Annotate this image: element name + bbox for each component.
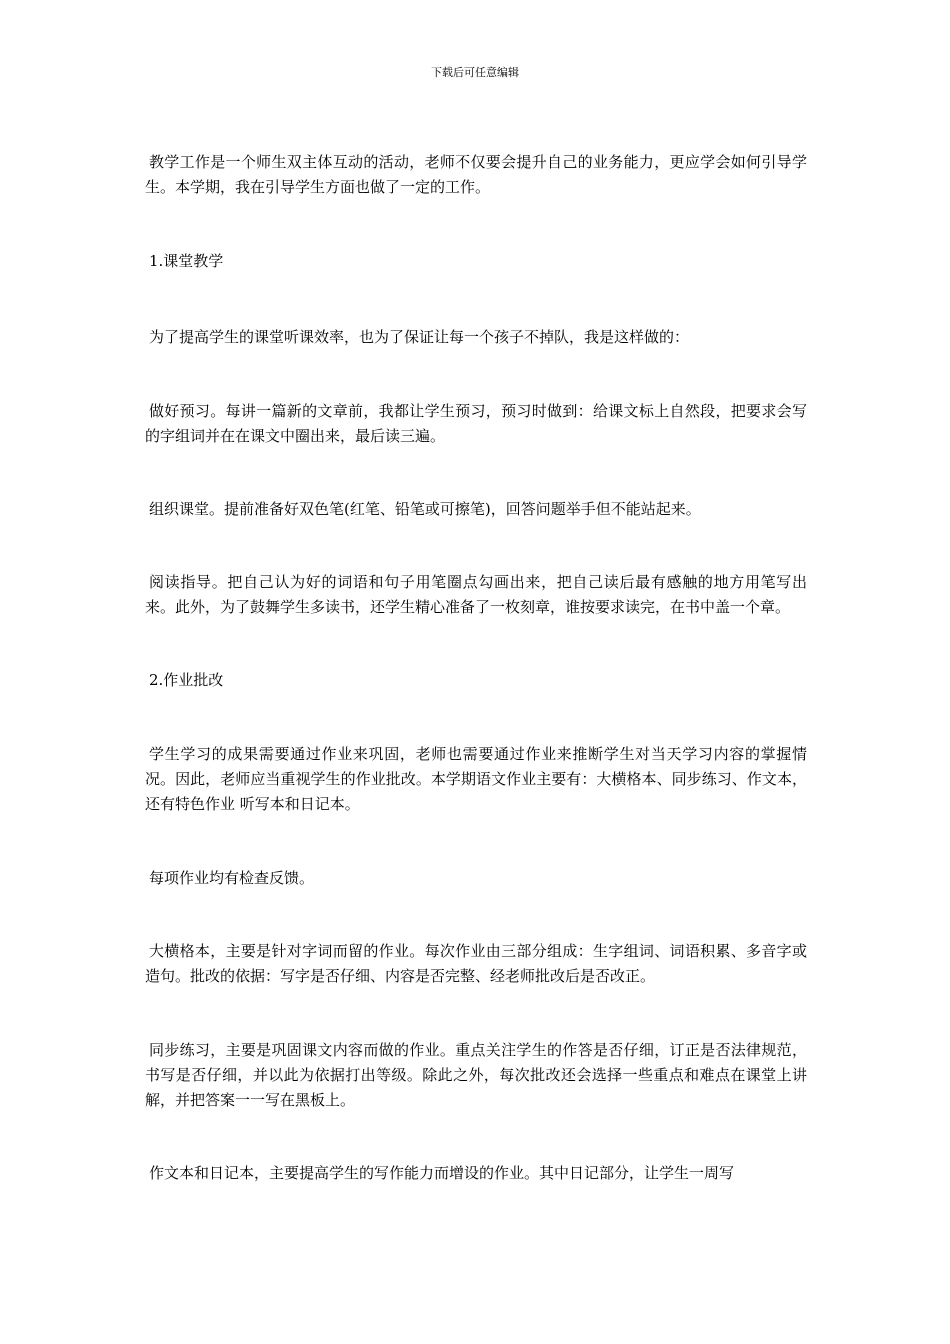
section-heading-classroom-teaching: 1.课堂教学 (149, 252, 224, 270)
paragraph-organize-class: 组织课堂。提前准备好双色笔(红笔、铅笔或可擦笔)，回答问题举手但不能站起来。 (149, 500, 701, 518)
paragraph-composition-diary: 作文本和日记本，主要提高学生的写作能力而增设的作业。其中日记部分，让学生一周写 (149, 1164, 735, 1182)
page-header: 下载后可任意编辑 (431, 66, 519, 79)
paragraph-reading-guidance: 阅读指导。把自己认为好的词语和句子用笔圈点勾画出来，把自己读后最有感触的地方用笔写出来。此外，为了鼓舞学生多读书，还学生精心准备了一枚刻章，谁按要求读完，在书中盖一个章。 (145, 573, 807, 616)
paragraph-sync-exercise: 同步练习，主要是巩固课文内容而做的作业。重点关注学生的作答是否仔细，订正是否法律规范，书写是否仔细，并以此为依据打出等级。除此之外，每次批改还会选择一些重点和难点在课堂上讲解，并把答案一一写在黑板上。 (145, 1041, 807, 1109)
paragraph-homework-intro: 学生学习的成果需要通过作业来巩固，老师也需要通过作业来推断学生对当天学习内容的掌握情况。因此，老师应当重视学生的作业批改。本学期语文作业主要有：大横格本、同步练习、作文本，还有特色作业 听写本和日记本。 (145, 745, 807, 813)
paragraph-preview: 做好预习。每讲一篇新的文章前，我都让学生预习，预习时做到：给课文标上自然段，把要求会写的字组词并在在课文中圈出来，最后读三遍。 (145, 402, 807, 445)
paragraph-grid-notebook: 大横格本，主要是针对字词而留的作业。每次作业由三部分组成：生字组词、词语积累、多音字或造句。批改的依据：写字是否仔细、内容是否完整、经老师批改后是否改正。 (145, 942, 807, 985)
document-body (145, 150, 807, 1186)
section-heading-homework-correction: 2.作业批改 (149, 671, 224, 689)
paragraph-feedback: 每项作业均有检查反馈。 (149, 869, 315, 887)
paragraph-classroom-goal: 为了提高学生的课堂听课效率，也为了保证让每一个孩子不掉队，我是这样做的： (149, 328, 690, 346)
paragraph-intro: 教学工作是一个师生双主体互动的活动，老师不仅要会提升自己的业务能力，更应学会如何引导学生。本学期，我在引导学生方面也做了一定的工作。 (145, 153, 807, 196)
